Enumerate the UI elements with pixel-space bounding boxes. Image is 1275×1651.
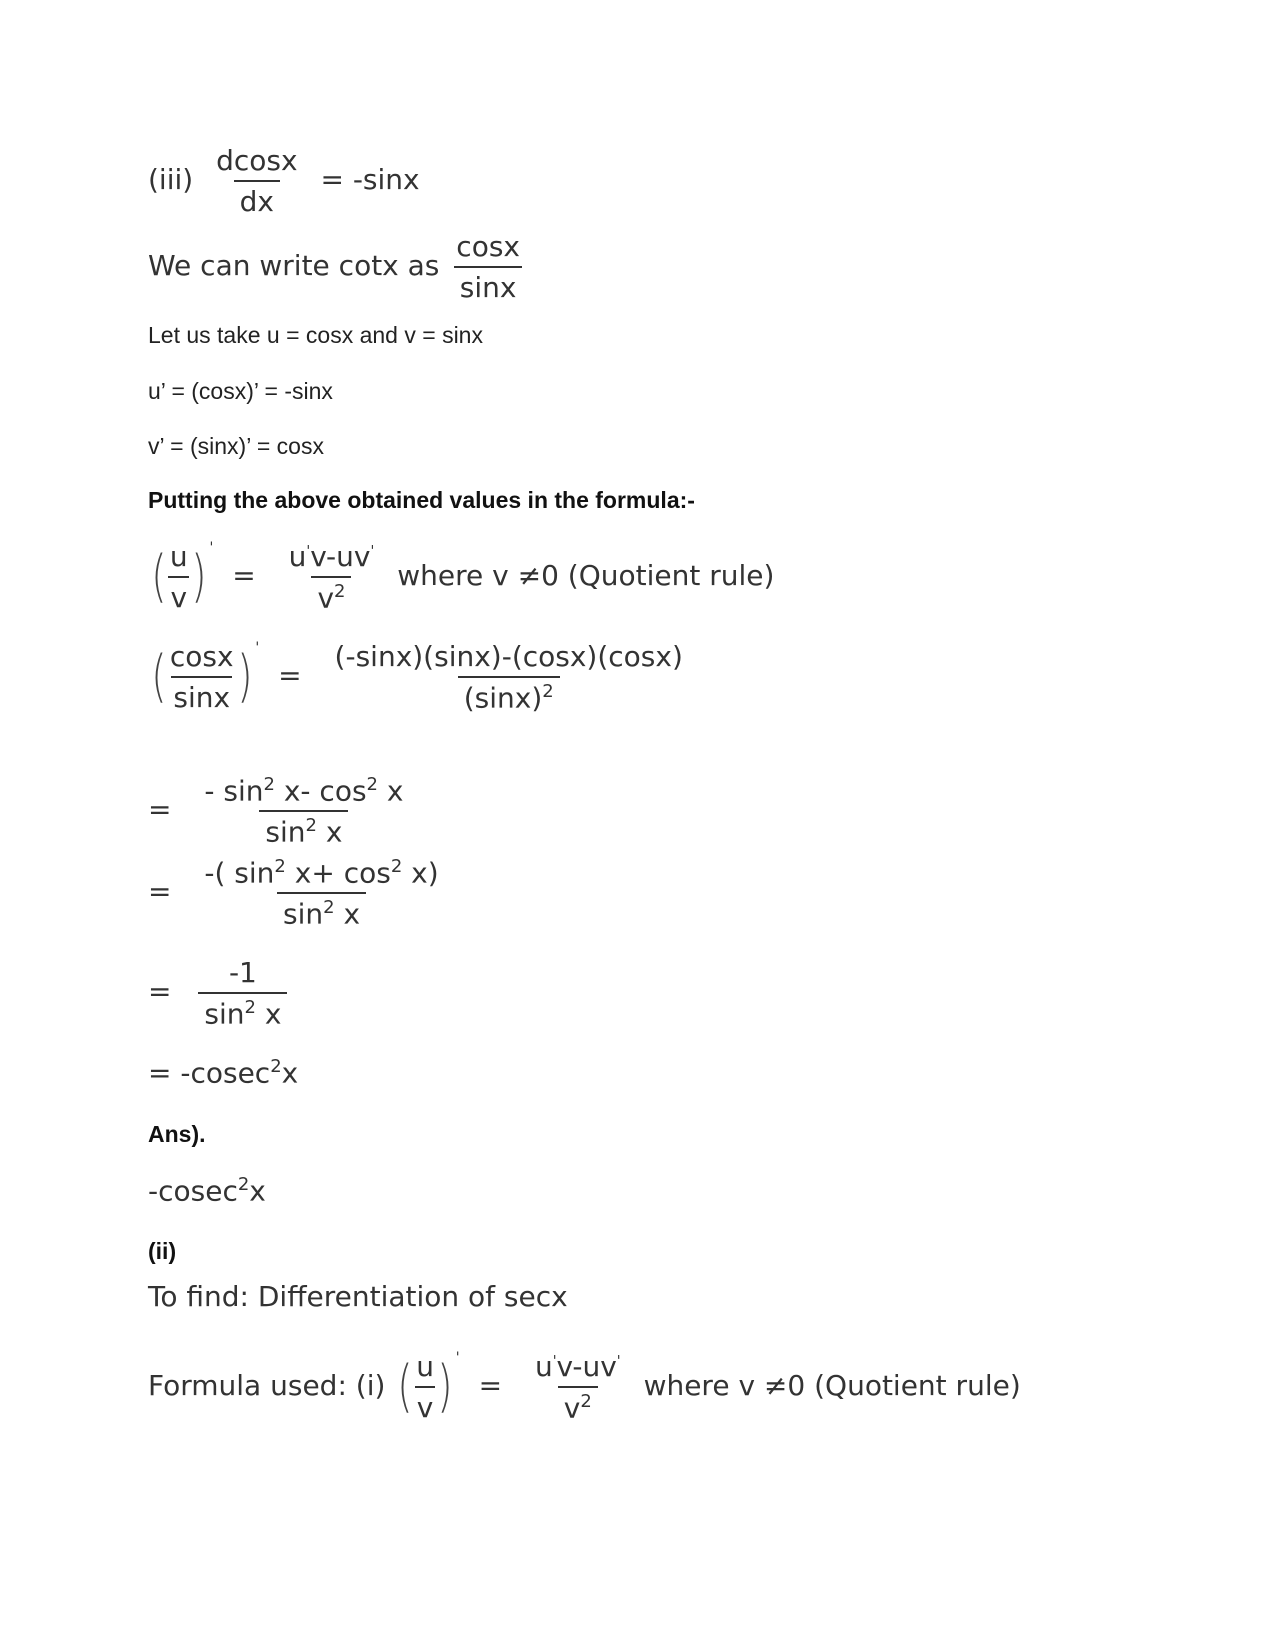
quotient-rule-line bbox=[148, 540, 774, 614]
den-part: v bbox=[317, 581, 335, 615]
fraction bbox=[210, 144, 303, 218]
step-line-1 bbox=[148, 774, 417, 849]
condition-text: where v ≠0 (Quotient rule) bbox=[643, 1369, 1021, 1403]
prime-mark: ' bbox=[255, 640, 260, 657]
exponent: 2 bbox=[334, 581, 346, 602]
den-part: sin bbox=[265, 815, 306, 849]
denominator: dx bbox=[234, 180, 280, 218]
rhs: = -sinx bbox=[320, 163, 420, 196]
exponent: 2 bbox=[270, 1056, 282, 1077]
den-part: (sinx) bbox=[463, 681, 543, 715]
part-label: (iii) bbox=[148, 163, 194, 196]
formula-used-line bbox=[148, 1350, 1021, 1424]
fraction bbox=[198, 774, 409, 849]
part-ii-heading: (ii) bbox=[148, 1238, 177, 1264]
exponent: 2 bbox=[244, 997, 256, 1018]
paren-fraction bbox=[148, 540, 213, 614]
den-part: x bbox=[316, 815, 343, 849]
step-line-3 bbox=[148, 956, 295, 1030]
num-part: - sin bbox=[204, 774, 264, 808]
denominator: v bbox=[415, 1386, 436, 1424]
num-part: x- cos bbox=[274, 774, 367, 808]
equals: = bbox=[148, 875, 172, 909]
fraction bbox=[283, 540, 381, 614]
numerator bbox=[529, 1350, 627, 1386]
exponent: 2 bbox=[323, 897, 335, 919]
paren-fraction bbox=[148, 640, 259, 714]
den-part: x bbox=[334, 897, 361, 931]
answer-text: x bbox=[249, 1174, 266, 1208]
denominator bbox=[558, 1386, 598, 1424]
denominator: sinx bbox=[171, 676, 232, 714]
exponent: 2 bbox=[366, 774, 378, 795]
cot-rewrite-line bbox=[148, 230, 534, 304]
den-part: v bbox=[563, 1391, 581, 1425]
putting-values-heading: Putting the above obtained values in the formula:- bbox=[148, 487, 695, 513]
fraction bbox=[329, 640, 689, 714]
numerator: cosx bbox=[456, 230, 520, 263]
numerator: (-sinx)(sinx)-(cosx)(cosx) bbox=[334, 640, 683, 673]
v-prime-line: v’ = (sinx)’ = cosx bbox=[148, 433, 324, 459]
paren-fraction bbox=[394, 1350, 459, 1424]
exponent: 2 bbox=[390, 856, 403, 877]
num-part: x bbox=[378, 774, 404, 808]
denominator bbox=[198, 992, 287, 1030]
den-part: sin bbox=[204, 997, 245, 1031]
exponent: 2 bbox=[274, 856, 286, 877]
num-part: x) bbox=[402, 856, 439, 890]
result-line bbox=[148, 1056, 298, 1089]
numerator bbox=[198, 774, 409, 810]
denominator bbox=[259, 810, 348, 848]
prime-mark: ' bbox=[209, 540, 214, 557]
fraction bbox=[168, 540, 190, 614]
result-text: x bbox=[281, 1056, 299, 1090]
denominator: sinx bbox=[454, 266, 523, 304]
numerator: u bbox=[169, 540, 188, 574]
prime-mark: ' bbox=[616, 1353, 621, 1370]
right-paren: ) bbox=[437, 1354, 453, 1420]
numerator bbox=[198, 856, 444, 892]
derivative-cos-line bbox=[148, 144, 420, 218]
prime-mark: ' bbox=[370, 543, 375, 560]
step-line-2 bbox=[148, 856, 453, 931]
to-find-line: To find: Differentiation of secx bbox=[148, 1280, 568, 1313]
numerator: -1 bbox=[228, 956, 257, 989]
numerator bbox=[283, 540, 381, 576]
fraction bbox=[198, 856, 444, 931]
num-part: v-uv bbox=[556, 1350, 617, 1383]
num-part: v-uv bbox=[310, 540, 371, 573]
left-paren: ( bbox=[151, 544, 167, 610]
denominator: v bbox=[168, 576, 189, 614]
numerator: dcosx bbox=[216, 144, 298, 177]
num-part: x+ cos bbox=[285, 856, 391, 890]
answer-text: -cosec bbox=[148, 1174, 238, 1208]
formula-label: Formula used: (i) bbox=[148, 1369, 386, 1403]
equals: = bbox=[478, 1369, 503, 1403]
u-prime-line: u’ = (cosx)’ = -sinx bbox=[148, 378, 333, 404]
equals: = bbox=[148, 975, 172, 1009]
fraction bbox=[198, 956, 287, 1030]
result-text: = -cosec bbox=[148, 1056, 271, 1090]
answer-value bbox=[148, 1174, 266, 1207]
den-part: x bbox=[255, 997, 282, 1031]
right-paren: ) bbox=[190, 544, 207, 610]
fraction bbox=[450, 230, 526, 304]
fraction bbox=[168, 640, 236, 714]
denominator bbox=[458, 676, 560, 714]
prime-mark: ' bbox=[552, 1353, 557, 1370]
exponent: 2 bbox=[305, 815, 317, 837]
numerator: cosx bbox=[169, 640, 234, 674]
exponent: 2 bbox=[542, 681, 554, 702]
right-paren: ) bbox=[236, 644, 253, 710]
exponent: 2 bbox=[237, 1174, 250, 1195]
condition-text: where v ≠0 (Quotient rule) bbox=[397, 559, 775, 593]
applied-quotient-line bbox=[148, 640, 697, 714]
equals: = bbox=[148, 793, 172, 827]
denominator bbox=[277, 892, 366, 930]
fraction bbox=[414, 1350, 436, 1424]
num-part: u bbox=[288, 540, 307, 573]
prime-mark: ' bbox=[455, 1350, 460, 1367]
equals: = bbox=[232, 559, 256, 593]
denominator bbox=[311, 576, 351, 614]
left-paren: ( bbox=[151, 644, 167, 710]
numerator: u bbox=[416, 1350, 434, 1384]
text: We can write cotx as bbox=[148, 249, 440, 282]
num-part: -( sin bbox=[204, 856, 275, 890]
equals: = bbox=[278, 659, 302, 693]
left-paren: ( bbox=[397, 1354, 413, 1420]
substitution-line: Let us take u = cosx and v = sinx bbox=[148, 322, 483, 348]
num-part: u bbox=[534, 1350, 553, 1383]
den-part: sin bbox=[283, 897, 324, 931]
exponent: 2 bbox=[580, 1391, 592, 1412]
exponent: 2 bbox=[263, 774, 275, 795]
prime-mark: ' bbox=[306, 543, 311, 560]
fraction bbox=[529, 1350, 627, 1424]
answer-heading: Ans). bbox=[148, 1121, 206, 1147]
